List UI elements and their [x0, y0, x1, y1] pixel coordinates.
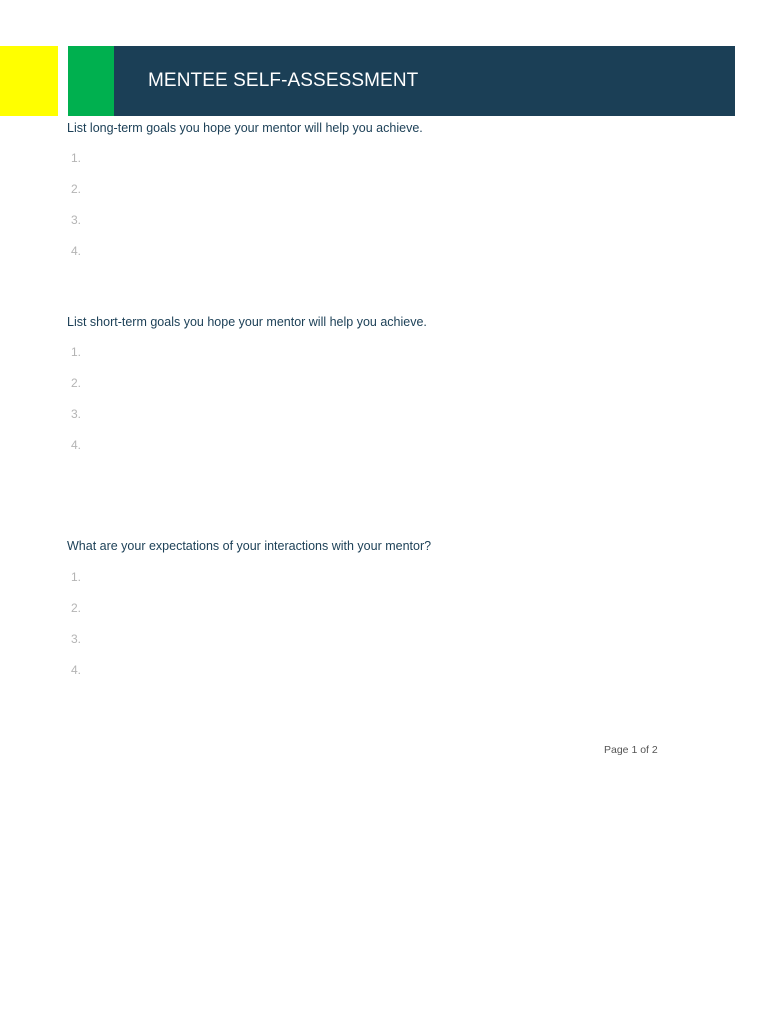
list-item-number: 1.: [71, 570, 82, 584]
yellow-highlight-block: [0, 46, 58, 116]
list-item-number: 3.: [71, 213, 82, 227]
section-prompt-short-term-goals: List short-term goals you hope your mentor will help you achieve.: [67, 315, 427, 329]
section-prompt-long-term-goals: List long-term goals you hope your mentor will help you achieve.: [67, 121, 423, 135]
page-title: MENTEE SELF-ASSESSMENT: [148, 70, 419, 91]
page-number-footer: Page 1 of 2: [604, 744, 658, 756]
list-item-number: 2.: [71, 182, 82, 196]
list-item-number: 4.: [71, 438, 82, 452]
section-prompt-expectations: What are your expectations of your interactions with your mentor?: [67, 539, 432, 553]
list-item-number: 4.: [71, 244, 82, 258]
list-item-number: 3.: [71, 632, 82, 646]
list-item-number: 2.: [71, 376, 82, 390]
header-accent-block: [68, 46, 114, 116]
list-item-number: 4.: [71, 663, 82, 677]
list-item-number: 2.: [71, 601, 82, 615]
list-item-number: 1.: [71, 151, 82, 165]
list-item-number: 3.: [71, 407, 82, 421]
list-item-number: 1.: [71, 345, 82, 359]
